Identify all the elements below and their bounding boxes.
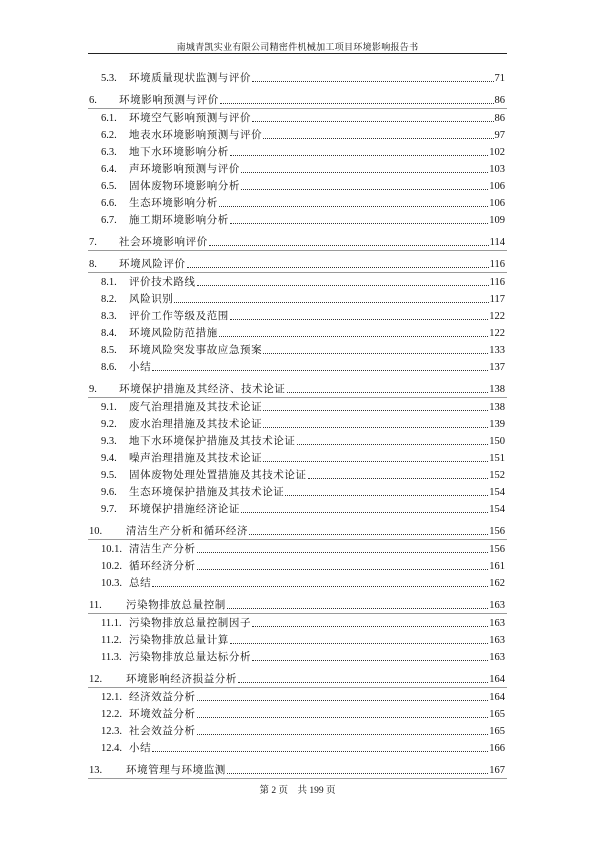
toc-entry-title: 地下水环境影响分析 [129,146,229,158]
toc-entry-title: 噪声治理措施及其技术论证 [129,452,263,464]
toc-entry-page-number: 71 [494,73,505,84]
toc-entry-number: 10.1. [101,544,122,555]
toc-dot-leader [252,81,493,82]
toc-dot-leader [227,608,488,609]
toc-entry-title: 污染物排放总量控制因子 [129,617,252,629]
toc-entry-number: 6.7. [101,215,117,226]
toc-entry-number: 12.1. [101,692,122,703]
toc-entry-title: 环境风险防范措施 [129,327,218,339]
toc-entry-line [101,573,505,590]
toc-entry-title: 生态环境影响分析 [129,197,218,209]
toc-entry-title: 经济效益分析 [129,691,196,703]
toc-entry-number: 9.3. [101,436,117,447]
toc-entry-number: 9.4. [101,453,117,464]
toc-dot-leader [197,569,489,570]
toc-dot-leader [263,353,488,354]
toc-entry-page-number: 138 [489,384,505,395]
toc-section-entry[interactable] [0,431,595,448]
toc-entry-page-number: 139 [489,419,505,430]
toc-entry-title: 环境质量现状监测与评价 [129,72,252,84]
toc-entry-number: 6.1. [101,113,117,124]
toc-entry-page-number: 164 [489,674,505,685]
toc-dot-leader [263,461,488,462]
toc-entry-line [101,704,505,721]
toc-entry-title: 评价工作等级及范围 [129,310,229,322]
toc-entry-page-number: 122 [489,311,505,322]
toc-dot-leader [241,189,488,190]
toc-dot-leader [219,206,488,207]
toc-entry-line [101,431,505,448]
toc-entry-line [101,397,505,414]
toc-section-entry[interactable] [0,210,595,227]
header-rule [88,53,507,54]
toc-entry-page-number: 156 [489,544,505,555]
toc-entry-line [101,687,505,704]
toc-entry-page-number: 117 [489,294,505,305]
toc-entry-page-number: 86 [494,95,505,106]
toc-section-entry[interactable] [0,738,595,755]
toc-entry-title: 环境风险评价 [119,258,186,270]
toc-dot-leader [152,751,488,752]
toc-entry-number: 9. [89,384,97,395]
toc-entry-page-number: 122 [489,328,505,339]
toc-dot-leader [197,734,489,735]
toc-entry-title: 污染物排放总量计算 [129,634,229,646]
toc-dot-leader [297,444,489,445]
toc-dot-leader [263,410,488,411]
toc-entry-line [101,613,505,630]
toc-entry-line [101,142,505,159]
toc-entry-line [101,108,505,125]
toc-entry-page-number: 152 [489,470,505,481]
toc-entry-number: 8.3. [101,311,117,322]
toc-entry-number: 8. [89,259,97,270]
toc-entry-title: 环境保护措施及其经济、技术论证 [119,383,286,395]
toc-entry-page-number: 137 [489,362,505,373]
toc-dot-leader [174,302,488,303]
page-header: 南城青凯实业有限公司精密件机械加工项目环境影响报告书 [176,43,419,53]
toc-entry-line [89,595,505,612]
toc-section-entry[interactable] [0,306,595,323]
toc-entry-line [101,289,505,306]
toc-entry-line [89,254,505,271]
toc-entry-line [101,306,505,323]
toc-entry-title: 地表水环境影响预测与评价 [129,129,263,141]
toc-section-entry[interactable] [0,272,595,289]
toc-entry-page-number: 150 [489,436,505,447]
toc-entry-line [101,630,505,647]
toc-section-entry[interactable] [0,465,595,482]
toc-entry-line [89,379,505,396]
toc-entry-title: 小结 [129,742,152,754]
toc-section-entry[interactable] [0,414,595,431]
toc-dot-leader [197,717,489,718]
toc-entry-title: 环境影响经济损益分析 [126,673,237,685]
toc-section-entry[interactable] [0,193,595,210]
toc-dot-leader [230,319,488,320]
toc-entry-title: 环境风险突发事故应急预案 [129,344,263,356]
toc-section-entry[interactable] [0,647,595,664]
toc-entry-number: 12.4. [101,743,122,754]
toc-entry-page-number: 163 [489,600,505,611]
toc-entry-number: 8.2. [101,294,117,305]
toc-section-entry[interactable] [0,539,595,556]
toc-section-entry[interactable] [0,159,595,176]
toc-entry-line [101,210,505,227]
toc-entry-number: 8.5. [101,345,117,356]
toc-entry-page-number: 116 [489,259,505,270]
toc-entry-line [101,539,505,556]
toc-entry-line [101,721,505,738]
toc-entry-title: 地下水环境保护措施及其技术论证 [129,435,296,447]
toc-entry-number: 12.2. [101,709,122,720]
toc-section-entry[interactable] [0,142,595,159]
toc-entry-number: 9.1. [101,402,117,413]
toc-entry-number: 12.3. [101,726,122,737]
toc-entry-page-number: 151 [489,453,505,464]
toc-dot-leader [197,700,489,701]
toc-entry-page-number: 154 [489,487,505,498]
toc-entry-page-number: 97 [494,130,505,141]
toc-entry-title: 废水治理措施及其技术论证 [129,418,263,430]
toc-dot-leader [252,121,493,122]
toc-entry-number: 6.4. [101,164,117,175]
toc-dot-leader [230,223,488,224]
toc-entry-page-number: 86 [494,113,505,124]
toc-dot-leader [220,103,494,104]
toc-entry-line [101,323,505,340]
toc-entry-number: 11.3. [101,652,122,663]
toc-entry-page-number: 166 [489,743,505,754]
toc-entry-number: 11.2. [101,635,122,646]
toc-entry-number: 10. [89,526,103,537]
toc-entry-page-number: 133 [489,345,505,356]
toc-dot-leader [230,155,488,156]
toc-entry-title: 废气治理措施及其技术论证 [129,401,263,413]
toc-dot-leader [197,552,489,553]
toc-entry-line [101,68,505,85]
toc-entry-line [89,521,505,538]
toc-section-entry[interactable] [0,68,595,85]
toc-entry-page-number: 167 [489,765,505,776]
toc-entry-title: 社会效益分析 [129,725,196,737]
toc-entry-line [101,482,505,499]
toc-entry-number: 9.5. [101,470,117,481]
toc-entry-line [101,556,505,573]
toc-dot-leader [238,682,488,683]
toc-entry-line [89,90,505,107]
toc-entry-line [101,176,505,193]
toc-entry-page-number: 165 [489,709,505,720]
toc-entry-title: 清洁生产分析 [129,543,196,555]
toc-entry-line [101,159,505,176]
toc-entry-number: 9.7. [101,504,117,515]
toc-entry-line [101,465,505,482]
toc-entry-number: 11. [89,600,102,611]
toc-entry-title: 生态环境保护措施及其技术论证 [129,486,285,498]
toc-entry-number: 10.2. [101,561,122,572]
toc-section-entry[interactable] [0,704,595,721]
toc-dot-leader [249,534,488,535]
toc-entry-page-number: 162 [489,578,505,589]
toc-entry-page-number: 109 [489,215,505,226]
toc-dot-leader [263,138,493,139]
toc-entry-number: 9.2. [101,419,117,430]
toc-entry-page-number: 156 [489,526,505,537]
page-footer: 第 2 页 共 199 页 [259,786,336,796]
toc-entry-number: 6.3. [101,147,117,158]
toc-section-entry[interactable] [0,448,595,465]
toc-entry-page-number: 106 [489,198,505,209]
toc-entry-number: 9.6. [101,487,117,498]
toc-dot-leader [285,495,488,496]
toc-entry-page-number: 154 [489,504,505,515]
toc-entry-number: 8.4. [101,328,117,339]
toc-section-entry[interactable] [0,482,595,499]
toc-chapter-entry[interactable] [0,254,595,271]
toc-entry-number: 8.1. [101,277,117,288]
toc-entry-page-number: 163 [489,618,505,629]
toc-entry-title: 污染物排放总量达标分析 [129,651,252,663]
toc-entry-page-number: 114 [489,237,505,248]
toc-entry-line [101,357,505,374]
toc-entry-page-number: 164 [489,692,505,703]
toc-entry-title: 施工期环境影响分析 [129,214,229,226]
toc-entry-line [89,760,505,777]
toc-dot-leader [197,285,489,286]
toc-section-entry[interactable] [0,556,595,573]
toc-dot-leader [241,512,488,513]
toc-entry-page-number: 165 [489,726,505,737]
toc-section-entry[interactable] [0,630,595,647]
toc-chapter-entry[interactable] [0,521,595,538]
toc-section-entry[interactable] [0,357,595,374]
toc-entry-title: 社会环境影响评价 [119,236,208,248]
toc-entry-number: 12. [89,674,103,685]
toc-entry-number: 13. [89,765,103,776]
toc-entry-page-number: 138 [489,402,505,413]
toc-section-entry[interactable] [0,323,595,340]
toc-entry-number: 6. [89,95,97,106]
toc-dot-leader [252,626,488,627]
toc-entry-title: 循环经济分析 [129,560,196,572]
toc-dot-leader [227,773,488,774]
toc-dot-leader [152,370,488,371]
toc-entry-title: 固体废物处理处置措施及其技术论证 [129,469,307,481]
toc-entry-page-number: 163 [489,652,505,663]
toc-entry-number: 8.6. [101,362,117,373]
toc-section-entry[interactable] [0,613,595,630]
toc-section-entry[interactable] [0,573,595,590]
toc-section-entry[interactable] [0,176,595,193]
toc-entry-line [101,448,505,465]
toc-section-entry[interactable] [0,397,595,414]
toc-section-entry[interactable] [0,721,595,738]
toc-entry-title: 声环境影响预测与评价 [129,163,240,175]
toc-dot-leader [230,643,488,644]
toc-dot-leader [187,267,489,268]
toc-entry-number: 11.1. [101,618,122,629]
toc-entry-line [101,125,505,142]
toc-entry-line [101,647,505,664]
toc-entry-number: 7. [89,237,97,248]
toc-chapter-entry[interactable] [0,90,595,107]
toc-entry-line [101,414,505,431]
toc-entry-title: 环境空气影响预测与评价 [129,112,252,124]
toc-section-entry[interactable] [0,340,595,357]
toc-entry-line [101,193,505,210]
toc-entry-title: 总结 [129,577,152,589]
toc-dot-leader [209,245,489,246]
toc-dot-leader [308,478,489,479]
toc-entry-number: 10.3. [101,578,122,589]
toc-dot-leader [241,172,488,173]
toc-dot-leader [263,427,488,428]
toc-entry-title: 评价技术路线 [129,276,196,288]
toc-entry-title: 环境效益分析 [129,708,196,720]
toc-chapter-entry[interactable] [0,595,595,612]
toc-entry-line [101,499,505,516]
toc-section-entry[interactable] [0,108,595,125]
toc-dot-leader [252,660,488,661]
toc-entry-title: 环境保护措施经济论证 [129,503,240,515]
toc-entry-title: 环境管理与环境监测 [126,764,226,776]
toc-entry-line [89,669,505,686]
toc-chapter-entry[interactable] [0,669,595,686]
toc-entry-number: 6.2. [101,130,117,141]
toc-chapter-entry[interactable] [0,232,595,249]
toc-section-entry[interactable] [0,125,595,142]
toc-dot-leader [219,336,488,337]
toc-entry-number: 6.5. [101,181,117,192]
toc-dot-leader [152,586,488,587]
toc-section-entry[interactable] [0,687,595,704]
toc-section-entry[interactable] [0,289,595,306]
toc-entry-title: 固体废物环境影响分析 [129,180,240,192]
toc-entry-line [89,232,505,249]
toc-entry-line [101,738,505,755]
toc-entry-title: 环境影响预测与评价 [119,94,219,106]
toc-entry-number: 5.3. [101,73,117,84]
toc-entry-title: 风险识别 [129,293,174,305]
toc-entry-page-number: 103 [489,164,505,175]
toc-entry-page-number: 161 [489,561,505,572]
toc-dot-leader [287,392,489,393]
toc-entry-title: 清洁生产分析和循环经济 [126,525,249,537]
toc-section-entry[interactable] [0,499,595,516]
toc-entry-line [101,272,505,289]
toc-entry-page-number: 116 [489,277,505,288]
toc-entry-page-number: 102 [489,147,505,158]
toc-chapter-entry[interactable] [0,760,595,777]
toc-entry-line [101,340,505,357]
toc-entry-page-number: 163 [489,635,505,646]
toc-entry-page-number: 106 [489,181,505,192]
toc-entry-title: 小结 [129,361,152,373]
toc-chapter-entry[interactable] [0,379,595,396]
toc-entry-number: 6.6. [101,198,117,209]
toc-entry-title: 污染物排放总量控制 [126,599,226,611]
